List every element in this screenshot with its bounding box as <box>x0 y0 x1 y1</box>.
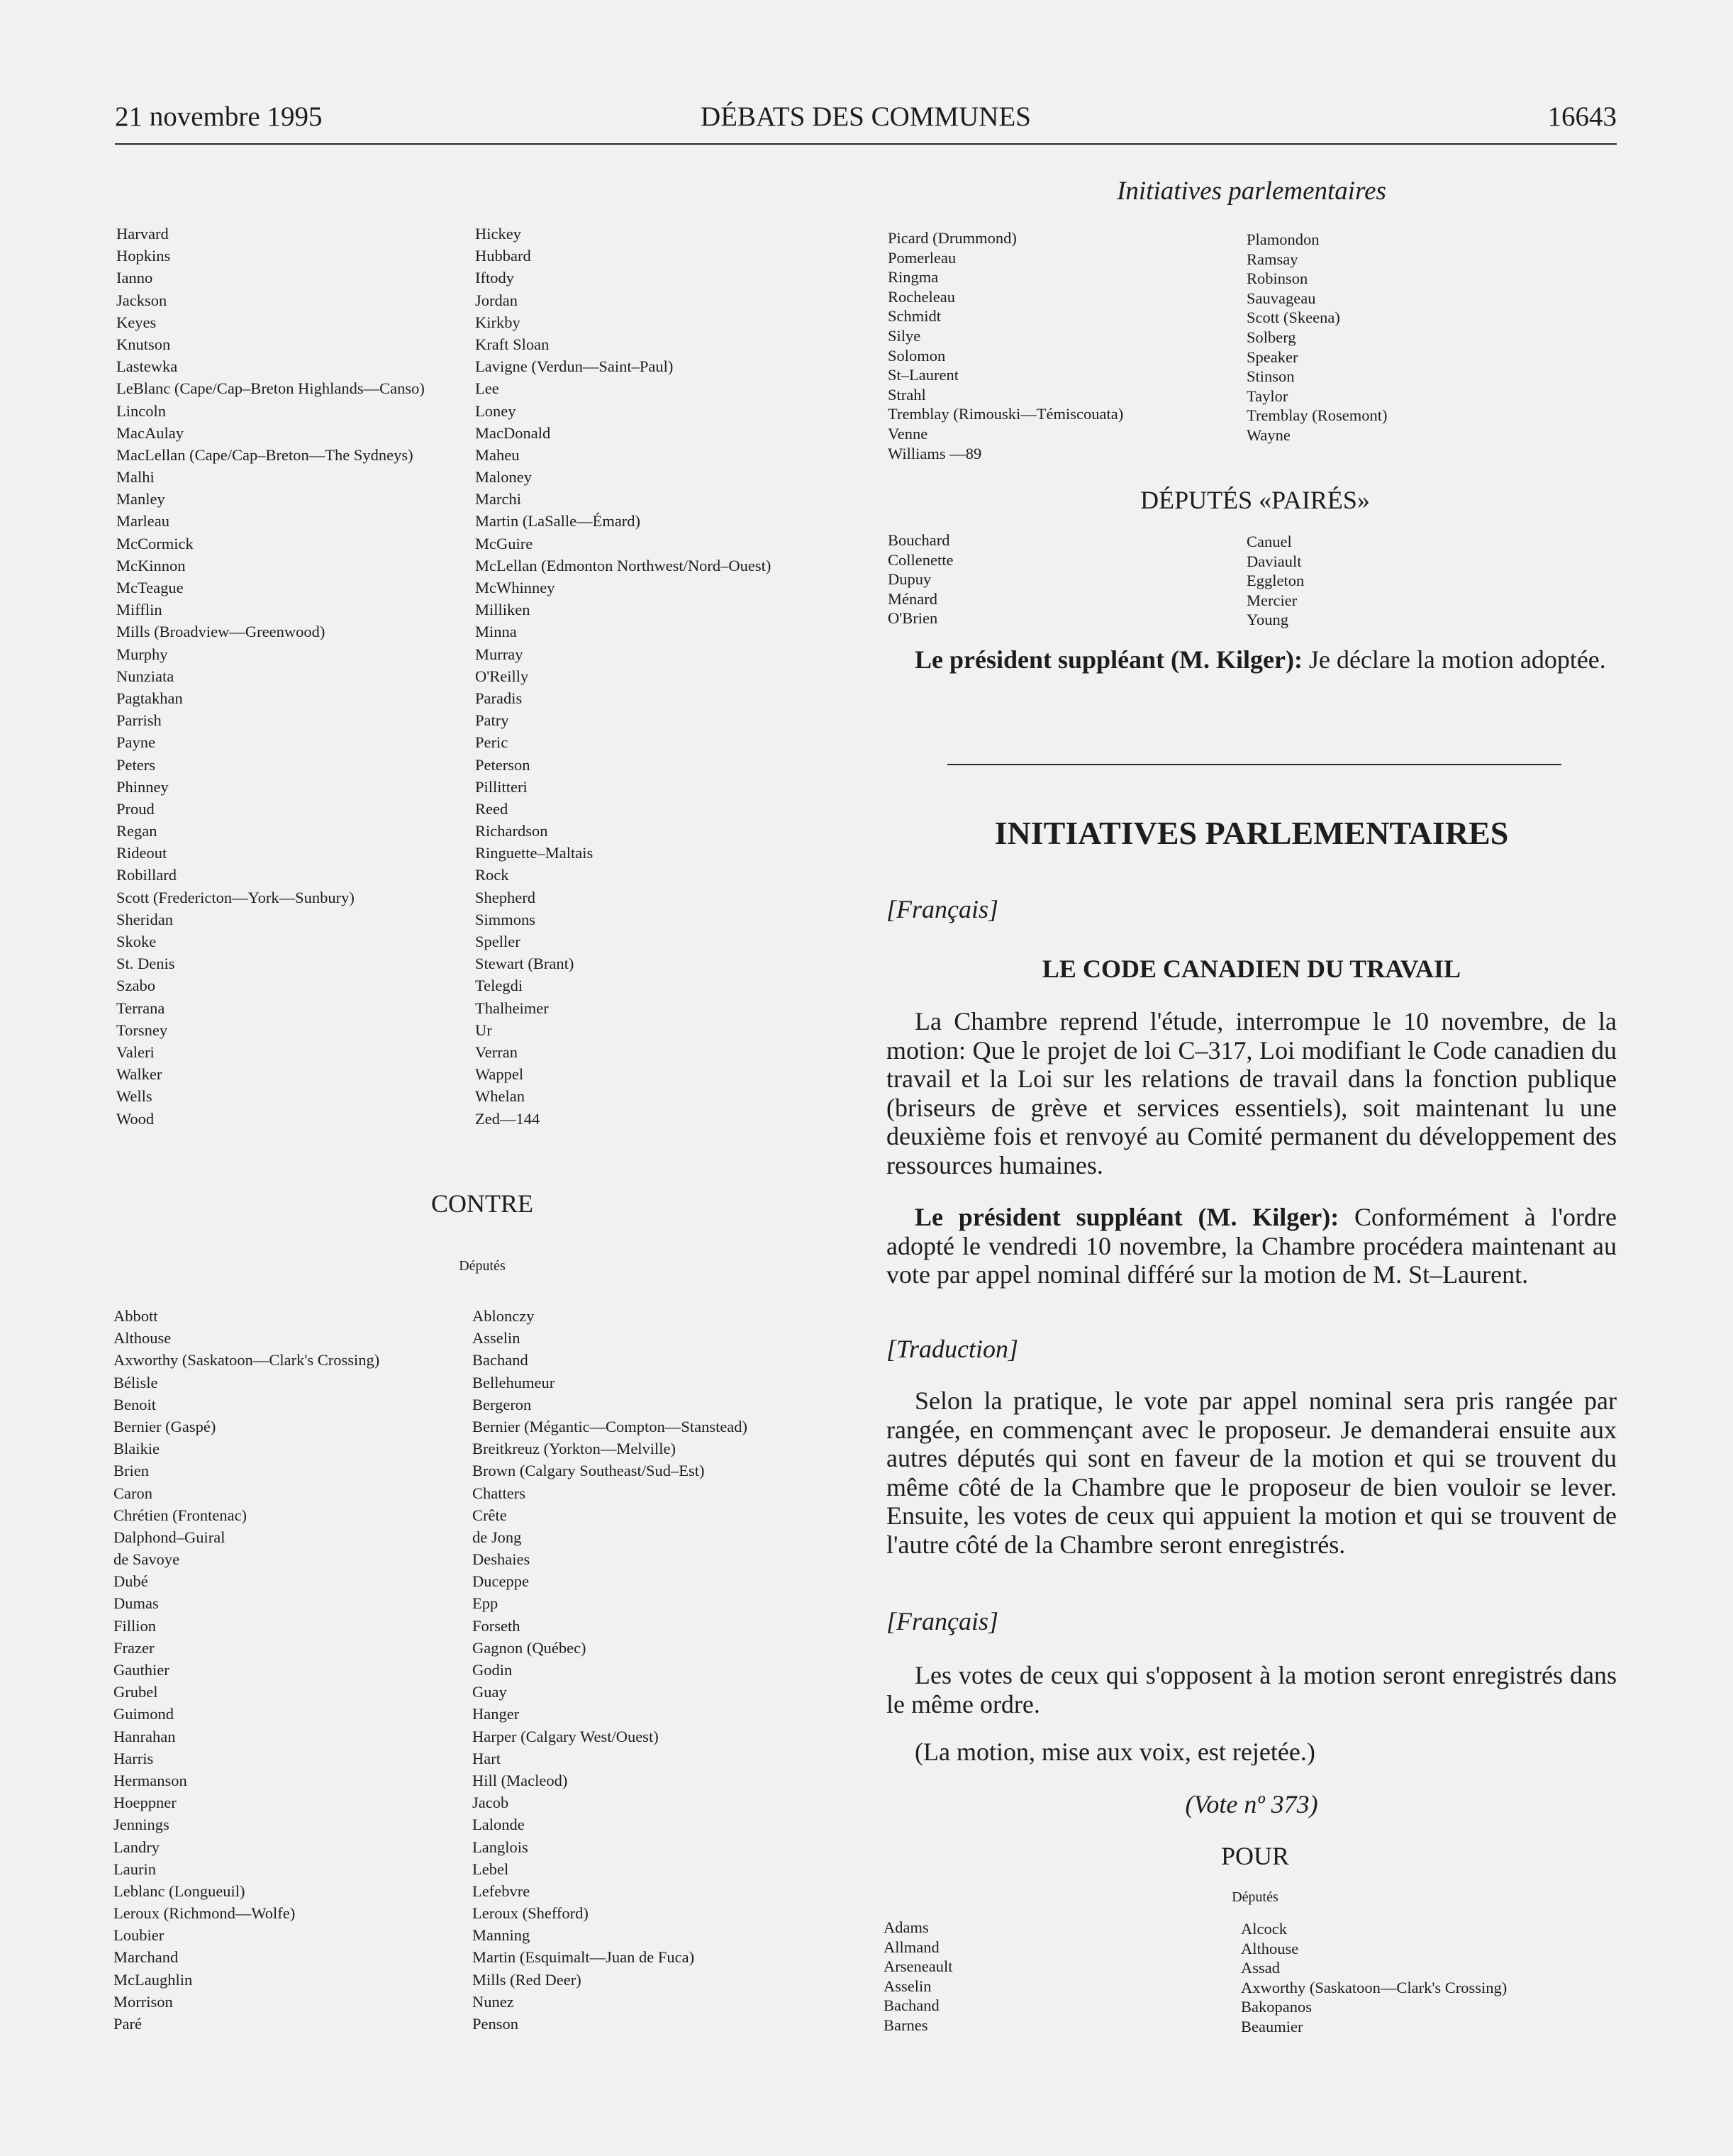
member-name: O'Reilly <box>475 667 529 685</box>
member-name: Tremblay (Rimouski—Témiscouata) <box>888 405 1124 423</box>
member-name: Scott (Fredericton—York—Sunbury) <box>116 888 355 906</box>
member-name: Walker <box>116 1065 162 1084</box>
member-name: Murphy <box>116 645 168 663</box>
member-name: Althouse <box>1241 1939 1299 1957</box>
member-name: Lavigne (Verdun—Saint–Paul) <box>475 357 674 376</box>
pour-heading: POUR <box>1220 1842 1290 1870</box>
member-name: Loubier <box>113 1926 165 1945</box>
member-name: Bergeron <box>472 1395 532 1413</box>
member-name: Rideout <box>116 844 167 862</box>
member-name: Pomerleau <box>888 248 957 267</box>
pour-list-col2 <box>1241 1919 1507 2037</box>
member-name: Zed—144 <box>475 1109 540 1128</box>
member-name: Kirkby <box>475 313 520 331</box>
member-name: Solomon <box>888 346 946 365</box>
member-name: Harvard <box>116 225 169 243</box>
member-name: McWhinney <box>475 579 555 596</box>
member-name: MacLellan (Cape/Cap–Breton—The Sydneys) <box>116 445 413 464</box>
member-name: Shepherd <box>475 888 535 906</box>
member-name: Taylor <box>1247 387 1288 405</box>
member-name: Richardson <box>475 822 548 840</box>
member-name: Laurin <box>113 1860 156 1878</box>
member-name: Assad <box>1241 1959 1280 1977</box>
member-name: Sauvageau <box>1247 289 1316 307</box>
member-name: Marleau <box>116 512 169 530</box>
member-name: Maloney <box>475 468 532 487</box>
member-name: Hoeppner <box>113 1794 177 1812</box>
member-name: Wood <box>116 1109 155 1128</box>
member-name: Asselin <box>884 1977 932 1995</box>
member-name: Telegdi <box>475 977 523 995</box>
member-name: Young <box>1247 611 1288 629</box>
member-name: Payne <box>116 733 155 752</box>
member-name: Bakopanos <box>1241 1998 1312 2016</box>
member-name: Sheridan <box>116 910 173 928</box>
member-name: Guimond <box>113 1705 174 1723</box>
member-name: Manning <box>472 1926 530 1945</box>
member-name: MacAulay <box>116 423 184 442</box>
member-name: Simmons <box>475 910 536 928</box>
member-name: Collenette <box>888 550 954 569</box>
member-name: Alcock <box>1241 1920 1287 1938</box>
member-name: Jackson <box>116 291 167 309</box>
member-name: Leroux (Shefford) <box>472 1904 589 1923</box>
member-name: Grubel <box>113 1683 158 1701</box>
member-name: Stewart (Brant) <box>475 955 574 973</box>
member-name: Robillard <box>116 866 177 884</box>
member-name: Allmand <box>884 1938 940 1956</box>
member-name: Solberg <box>1247 328 1296 346</box>
member-name: Pillitteri <box>475 777 528 796</box>
member-name: Lincoln <box>116 401 166 420</box>
bill-title: LE CODE CANADIEN DU TRAVAIL <box>1042 955 1461 983</box>
member-name: McLellan (Edmonton Northwest/Nord–Ouest) <box>475 556 771 574</box>
member-name: Hubbard <box>475 247 531 265</box>
nays-list-col1 <box>113 1305 379 2035</box>
paragraph-opposed: Les votes de ceux qui s'opposent à la motion seront enregistrés dans le même ordre. <box>886 1661 1617 1718</box>
member-name: Robinson <box>1247 270 1308 288</box>
member-name: Whelan <box>475 1087 525 1106</box>
member-name: Lastewka <box>116 357 178 376</box>
speaker-statement-2 <box>886 1203 1617 1289</box>
member-name: Speaker <box>1247 348 1298 366</box>
member-name: Chatters <box>472 1484 525 1502</box>
member-name: Paradis <box>475 689 523 707</box>
member-name: Paré <box>113 2015 142 2033</box>
member-name: Szabo <box>116 977 155 995</box>
deputes-label: Députés <box>459 1258 506 1274</box>
member-name: McGuire <box>475 534 533 552</box>
member-name: Minna <box>475 623 517 641</box>
running-title: Initiatives parlementaires <box>1117 177 1386 206</box>
language-tag-traduction: [Traduction] <box>886 1335 1019 1363</box>
language-tag-francais-2: [Français] <box>886 1607 999 1635</box>
member-name: Langlois <box>472 1838 528 1856</box>
member-name: Marchi <box>475 490 521 509</box>
member-name: Caron <box>113 1484 152 1502</box>
member-name: Wells <box>116 1087 152 1106</box>
member-name: Mifflin <box>116 601 162 619</box>
member-name: Martin (Esquimalt—Juan de Fuca) <box>472 1948 695 1967</box>
member-name: Hart <box>472 1749 501 1767</box>
member-name: Canuel <box>1247 533 1292 550</box>
member-name: Knutson <box>116 335 171 353</box>
member-name: Landry <box>113 1838 160 1856</box>
member-name: Murray <box>475 645 523 663</box>
member-name: Venne <box>888 424 928 443</box>
member-name: Verran <box>475 1043 518 1061</box>
member-name: Rocheleau <box>888 287 955 306</box>
member-name: Plamondon <box>1247 230 1320 248</box>
member-name: Wayne <box>1247 426 1291 444</box>
member-name: Chrétien (Frontenac) <box>113 1506 247 1524</box>
vote-number: (Vote nº 373) <box>1185 1790 1318 1818</box>
member-name: Patry <box>475 711 509 730</box>
member-name: Pagtakhan <box>116 689 183 707</box>
member-name: Crête <box>472 1506 507 1524</box>
member-name: St. Denis <box>116 955 175 973</box>
language-tag-francais: [Français] <box>886 895 999 923</box>
member-name: Manley <box>116 490 165 509</box>
member-name: Proud <box>116 799 155 818</box>
member-name: Reed <box>475 799 508 818</box>
member-name: Hopkins <box>116 247 171 265</box>
member-name: Dubé <box>113 1572 148 1591</box>
member-name: Dupuy <box>888 570 932 589</box>
member-name: Bachand <box>472 1351 528 1369</box>
member-name: Bellehumeur <box>472 1373 555 1391</box>
member-name: Ringuette–Maltais <box>475 844 594 862</box>
member-name: Strahl <box>888 385 926 404</box>
member-name: Gagnon (Québec) <box>472 1638 586 1657</box>
member-name: Phinney <box>116 777 169 796</box>
nays-list-col2 <box>472 1305 747 2035</box>
deputes-label-2: Députés <box>1232 1889 1278 1905</box>
member-name: Bernier (Gaspé) <box>113 1417 216 1435</box>
member-name: de Jong <box>472 1528 522 1546</box>
member-name: O'Brien <box>888 609 938 628</box>
member-name: Fillion <box>113 1616 157 1635</box>
member-name: Loney <box>475 401 516 420</box>
member-name: Ur <box>475 1021 492 1039</box>
member-name: Gauthier <box>113 1661 169 1679</box>
member-name: Benoit <box>113 1395 156 1413</box>
member-name: Harris <box>113 1749 154 1767</box>
member-name: Torsney <box>116 1021 168 1039</box>
paires-list-col1 <box>888 530 953 628</box>
member-name: Deshaies <box>472 1550 530 1569</box>
member-name: Leroux (Richmond—Wolfe) <box>113 1904 296 1923</box>
paires-heading: DÉPUTÉS «PAIRÉS» <box>1140 486 1370 514</box>
member-name: Ablonczy <box>472 1307 535 1325</box>
member-name: Lefebvre <box>472 1882 530 1900</box>
member-name: Godin <box>472 1661 513 1679</box>
member-name: Dumas <box>113 1594 159 1613</box>
member-name: Tremblay (Rosemont) <box>1247 406 1388 425</box>
nays-cont-col1 <box>888 228 1123 463</box>
member-name: Hanger <box>472 1705 520 1723</box>
member-name: Epp <box>472 1594 498 1613</box>
member-name: Arseneault <box>884 1957 953 1976</box>
member-name: Breitkreuz (Yorkton—Melville) <box>472 1440 676 1458</box>
member-name: Schmidt <box>888 307 942 326</box>
page-header <box>115 101 1617 140</box>
member-name: Scott (Skeena) <box>1247 309 1340 327</box>
member-name: Bélisle <box>113 1373 158 1391</box>
member-name: Peric <box>475 733 508 752</box>
member-name: Abbott <box>113 1307 158 1325</box>
member-name: Jordan <box>475 291 518 309</box>
member-name: Ringma <box>888 268 939 287</box>
member-name: Ramsay <box>1247 250 1298 268</box>
speaker-label: Le président suppléant (M. Kilger): <box>915 645 1303 674</box>
yeas-list-col2 <box>475 223 771 1130</box>
speaker2-text: Conformément à l'ordre adopté le vendredi 10 novembre, la Chambre procédera maintenant au vote par appel nominal différé sur la motion de M. St–Laurent. <box>886 1203 1617 1289</box>
member-name: Bachand <box>884 1996 940 2015</box>
member-name: Morrison <box>113 1992 173 2011</box>
member-name: Leblanc (Longueuil) <box>113 1882 245 1900</box>
member-name: Nunziata <box>116 667 174 685</box>
member-name: Frazer <box>113 1638 155 1657</box>
member-name: Duceppe <box>472 1572 529 1591</box>
member-name: Asselin <box>472 1329 520 1348</box>
nays-cont-col2 <box>1247 230 1388 445</box>
member-name: Eggleton <box>1247 572 1305 590</box>
member-name: Terrana <box>116 999 165 1017</box>
member-name: Guay <box>472 1683 507 1701</box>
section-rule <box>947 764 1561 765</box>
member-name: Ianno <box>116 269 153 287</box>
member-name: Rock <box>475 866 509 884</box>
member-name: Brien <box>113 1462 149 1480</box>
member-name: Regan <box>116 822 157 840</box>
member-name: Blaikie <box>113 1440 160 1458</box>
member-name: McCormick <box>116 534 194 552</box>
member-name: Ménard <box>888 589 937 608</box>
member-name: Barnes <box>884 2016 928 2034</box>
member-name: Daviault <box>1247 552 1302 570</box>
motion-result: (La motion, mise aux voix, est rejetée.) <box>915 1738 1315 1766</box>
speaker-text: Je déclare la motion adoptée. <box>1302 645 1606 674</box>
member-name: Beaumier <box>1241 2017 1303 2035</box>
member-name: Keyes <box>116 313 157 331</box>
member-name: Skoke <box>116 933 157 950</box>
member-name: de Savoye <box>113 1550 180 1569</box>
member-name: Penson <box>472 2015 519 2033</box>
member-name: Nunez <box>472 1992 514 2011</box>
speaker2-label: Le président suppléant (M. Kilger): <box>915 1203 1339 1231</box>
member-name: Hermanson <box>113 1771 187 1789</box>
member-name: Adams <box>884 1918 929 1936</box>
member-name: Martin (LaSalle—Émard) <box>475 512 641 530</box>
member-name: Speller <box>475 933 520 950</box>
member-name: Axworthy (Saskatoon—Clark's Crossing) <box>113 1351 380 1369</box>
member-name: Williams —89 <box>888 444 982 462</box>
member-name: Stinson <box>1247 367 1295 386</box>
member-name: Marchand <box>113 1948 179 1967</box>
member-name: Lebel <box>472 1860 509 1878</box>
member-name: LeBlanc (Cape/Cap–Breton Highlands—Canso) <box>116 379 425 398</box>
member-name: Bouchard <box>888 531 950 549</box>
member-name: Milliken <box>475 601 530 619</box>
member-name: Jacob <box>472 1794 509 1812</box>
member-name: Bernier (Mégantic—Compton—Stanstead) <box>472 1417 748 1435</box>
member-name: McLaughlin <box>113 1970 193 1989</box>
speaker-statement-1 <box>886 645 1617 674</box>
member-name: Lalonde <box>472 1816 525 1834</box>
member-name: McKinnon <box>116 556 186 574</box>
yeas-list-col1 <box>116 223 425 1130</box>
paragraph-motion: La Chambre reprend l'étude, interrompue le 10 novembre, de la motion: Que le projet de loi C–317, Loi modifiant le Code canadien du travail et la Loi sur les relations de travail dans la fonction publique (briseurs de grève et services essentiels), soit maintenant lu une deuxième fois et renvoyé au Comité permanent du développement des ressources humaines. <box>886 1007 1617 1179</box>
member-name: Axworthy (Saskatoon—Clark's Crossing) <box>1241 1978 1508 1996</box>
member-name: Valeri <box>116 1043 155 1061</box>
member-name: Mercier <box>1247 591 1298 609</box>
member-name: Lee <box>475 379 499 398</box>
contre-heading: CONTRE <box>431 1189 533 1218</box>
member-name: Forseth <box>472 1616 520 1635</box>
member-name: Peterson <box>475 755 530 774</box>
member-name: Mills (Broadview—Greenwood) <box>116 623 325 641</box>
member-name: Thalheimer <box>475 999 549 1017</box>
member-name: McTeague <box>116 579 184 596</box>
paires-list-col2 <box>1247 532 1304 630</box>
paragraph-procedure: Selon la pratique, le vote par appel nominal sera pris rangée par rangée, en commençant avec le proposeur. Je demanderai ensuite aux autres députés qui sont en faveur de la motion et qui se trouvent du même côté de la Chambre que le proposeur de bien vouloir se lever. Ensuite, les votes de ceux qui appuient la motion et qui se trouvent de l'autre côté de la Chambre seront enregistrés. <box>886 1387 1617 1559</box>
member-name: Maheu <box>475 445 520 464</box>
member-name: St–Laurent <box>888 366 959 384</box>
member-name: MacDonald <box>475 423 551 442</box>
member-name: Hill (Macleod) <box>472 1771 568 1789</box>
member-name: Silye <box>888 326 921 345</box>
member-name: Picard (Drummond) <box>888 229 1017 247</box>
header-page-number: 16643 <box>1547 101 1617 132</box>
member-name: Hanrahan <box>113 1727 176 1745</box>
member-name: Parrish <box>116 711 162 730</box>
member-name: Dalphond–Guiral <box>113 1528 225 1546</box>
member-name: Mills (Red Deer) <box>472 1970 581 1989</box>
member-name: Hickey <box>475 225 521 243</box>
section-title: INITIATIVES PARLEMENTAIRES <box>994 815 1509 851</box>
member-name: Jennings <box>113 1816 169 1834</box>
member-name: Iftody <box>475 269 514 287</box>
member-name: Harper (Calgary West/Ouest) <box>472 1727 659 1745</box>
member-name: Althouse <box>113 1329 172 1348</box>
header-date: 21 novembre 1995 <box>115 101 323 132</box>
member-name: Peters <box>116 755 155 774</box>
header-title: DÉBATS DES COMMUNES <box>701 101 1031 132</box>
member-name: Wappel <box>475 1065 524 1084</box>
member-name: Kraft Sloan <box>475 335 550 353</box>
pour-list-col1 <box>884 1918 952 2035</box>
member-name: Brown (Calgary Southeast/Sud–Est) <box>472 1462 705 1480</box>
header-rule <box>115 143 1617 145</box>
member-name: Malhi <box>116 468 155 487</box>
